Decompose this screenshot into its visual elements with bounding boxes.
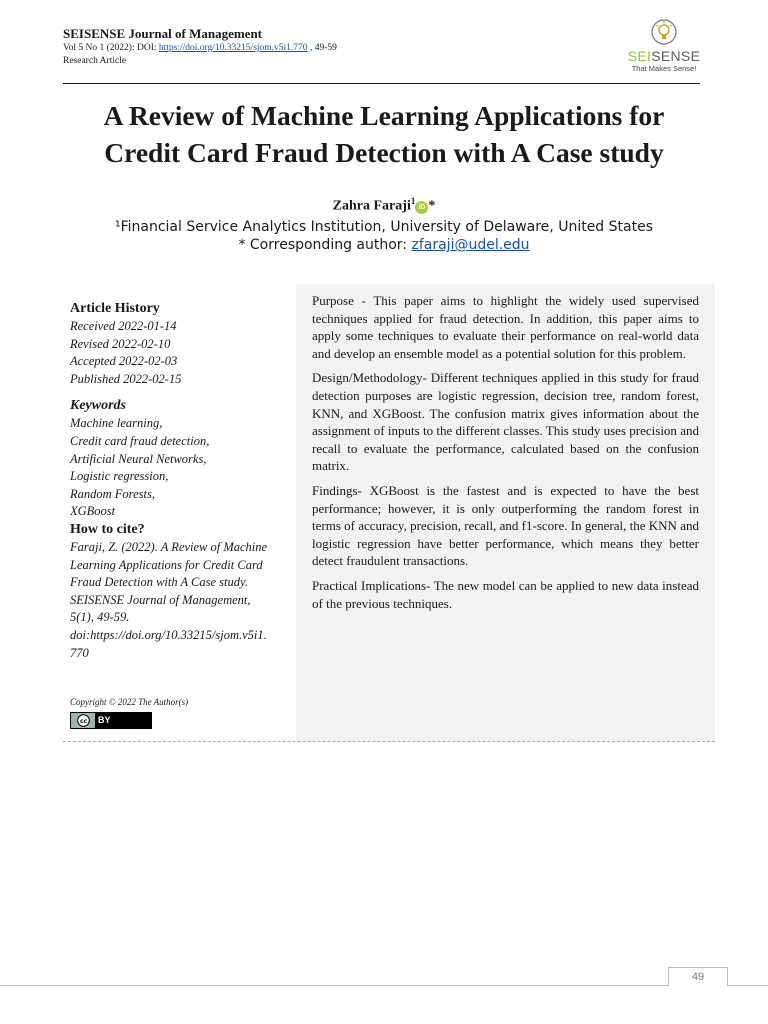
orcid-icon[interactable]: iD <box>415 201 428 214</box>
creative-commons-icon <box>71 713 95 728</box>
page-number: 49 <box>668 967 728 986</box>
doi-link[interactable]: https://doi.org/10.33215/sjom.v5i1.770 <box>158 43 308 53</box>
logo-wordmark: SEISENSE <box>627 48 701 64</box>
cc-by-label: BY <box>95 713 151 728</box>
citation-line: Fraud Detection with A Case study. <box>70 575 249 590</box>
article-type: Research Article <box>63 56 127 66</box>
corresponding-label: * Corresponding author: <box>238 237 412 253</box>
header-rule <box>63 83 700 84</box>
abstract-findings: Findings- XGBoost is the fastest and is expected to have the best performance; however, it is only outperforming the random forest in terms of accuracy, precision, recall, and f1-score. In general, the KNN and logistic regression have better performance, which means they better detect fraudulent transactions. <box>312 482 699 569</box>
citation-line: 770 <box>70 645 89 660</box>
copyright-notice: Copyright © 2022 The Author(s) <box>70 697 189 707</box>
accepted-date: Accepted 2022-02-03 <box>70 354 178 369</box>
citation-line: Learning Applications for Credit Card <box>70 557 263 572</box>
affiliation-block <box>0 218 768 254</box>
title-line-2: Credit Card Fraud Detection with A Case study <box>104 137 664 168</box>
how-to-cite-heading: How to cite? <box>70 521 145 537</box>
keyword-item: Machine learning, <box>70 416 163 431</box>
article-history-heading: Article History <box>70 301 160 316</box>
volume-line <box>63 42 337 55</box>
keyword-item: Logistic regression, <box>70 469 169 484</box>
citation-line: 5(1), 49-59. <box>70 610 130 625</box>
journal-name: SEISENSE Journal of Management <box>63 26 262 41</box>
received-date: Received 2022-01-14 <box>70 319 177 333</box>
seisense-logo <box>626 19 702 73</box>
paper-title <box>40 97 728 171</box>
citation-line: SEISENSE Journal of Management, <box>70 592 251 607</box>
keywords-heading: Keywords <box>70 398 126 414</box>
revised-date: Revised 2022-02-10 <box>70 336 171 351</box>
corresponding-star: * <box>428 198 436 214</box>
email-link[interactable]: zfaraji@udel.edu <box>411 237 530 253</box>
article-sidebar <box>70 300 290 662</box>
cc-by-license-badge[interactable] <box>70 712 152 729</box>
volume-prefix: Vol 5 No 1 (2022): DOI: <box>63 43 159 53</box>
keyword-item: Random Forests, <box>70 486 155 501</box>
author-name: Zahra Faraji <box>332 198 411 214</box>
keyword-item: Artificial Neural Networks, <box>70 451 207 466</box>
keyword-item: Credit card fraud detection, <box>70 433 210 448</box>
author-line <box>0 191 768 217</box>
published-date: Published 2022-02-15 <box>70 371 182 386</box>
corresponding-author-line <box>0 236 768 254</box>
author-superscript: 1 <box>410 196 416 206</box>
abstract-implications: Practical Implications- The new model can be applied to new data instead of the previous techniques. <box>312 577 699 611</box>
page-range: , 49-59 <box>307 43 337 53</box>
keyword-item: XGBoost <box>70 504 116 519</box>
svg-text:cc: cc <box>79 717 87 725</box>
footer-rule <box>0 985 768 986</box>
citation-line: doi:https://doi.org/10.33215/sjom.v5i1. <box>70 627 267 642</box>
journal-header <box>63 26 337 67</box>
abstract-purpose: Purpose - This paper aims to highlight the widely used supervised techniques applied for fraud detection. In addition, this paper aims to apply some techniques to evaluate their performance on real-world data and develop an ensemble model as a potential solution for this problem. <box>312 293 699 361</box>
section-divider <box>63 741 715 742</box>
title-line-1: A Review of Machine Learning Applications for <box>103 100 665 131</box>
abstract-box <box>296 284 715 741</box>
affiliation-line: ¹Financial Service Analytics Institution, University of Delaware, United States <box>114 219 653 235</box>
abstract-design: Design/Methodology- Different techniques applied in this study for fraud detection purposes are logistic regression, decision tree, random forest, KNN, and XGBoost. The confusion matrix gives information about the assignment of inputs to the different classes. This study uses precision and recall to evaluate the performance, calculated based on the confusion matrix. <box>312 370 699 474</box>
logo-tagline: That Makes Sense! <box>631 64 697 73</box>
citation-line: Faraji, Z. (2022). A Review of Machine <box>70 539 268 554</box>
lightbulb-icon <box>651 19 677 45</box>
